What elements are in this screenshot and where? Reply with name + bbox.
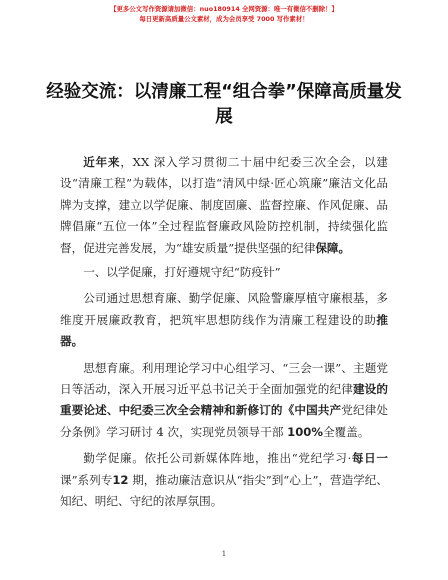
paragraph-study-text-2: 课”系列专 — [60, 472, 113, 487]
promo-banner-line-1: 【更多公文写作资源请加微信：nuo180914 全网资源：唯一有微信不删除！】 — [110, 5, 338, 13]
promo-banner-line-2: 每日更新高质量公文素材，成为会员享受 7000 写作素材！ — [139, 15, 309, 23]
paragraph-ideology-bold-2: 100% — [287, 424, 323, 439]
document-body — [60, 152, 388, 513]
paragraph-ideology — [60, 358, 388, 444]
paragraph-study-bold: 每日一 — [351, 451, 388, 466]
paragraph-ideology-bold: 建设的重要论述、中纪委三次全会精神和新修订的《中国共产 — [60, 382, 388, 418]
paragraph-section-1-intro — [60, 288, 388, 352]
paragraph-ideology-text-2: 党纪律处分条例》学习研讨 4 次，实现党员领导干部 — [60, 403, 388, 439]
paragraph-intro — [60, 152, 388, 259]
page-number: 1 — [221, 550, 227, 558]
paragraph-study — [60, 448, 388, 512]
paragraph-intro-text: ，XX 深入学习贯彻二十届中纪委三次全会，以建设“清廉工程”为载体，以打造“清风中绿·匠心筑廉”廉洁文化品牌为支撑，建立以学促廉、制度固廉、监督控廉、作风促廉、品牌倡廉“五位一体”全过程监督廉政风险防控机制，持续强化监督，促进完善发展，为“雄安质量”提供坚强的纪律 — [60, 155, 388, 255]
paragraph-study-text: 勤学促廉。依托公司新媒体阵地，推出“党纪学习· — [83, 451, 352, 466]
paragraph-ideology-text-3: 全覆盖。 — [322, 424, 370, 439]
paragraph-section-1-text: 公司通过思想育廉、勤学促廉、风险警廉厚植守廉根基，多维度开展廉政教育，把筑牢思想防线作为清廉工程建设的助 — [60, 291, 388, 327]
paragraph-ideology-text: 思想育廉。利用理论学习中心组学习、“三会一课”、主题党日等活动，深入开展习近平总书记关于全面加强党的纪律 — [60, 360, 388, 397]
section-heading-1: 一、以学促廉，打好遵规守纪“防疫针” — [83, 265, 281, 280]
paragraph-study-text-3: 期，推动廉洁意识从“指尖”到“心上”，营造学纪、知纪、明纪、守纪的浓厚氛围。 — [60, 472, 388, 509]
promo-banner — [0, 4, 448, 24]
paragraph-intro-lead: 近年来 — [83, 155, 121, 169]
document-title: 经验交流：以清廉工程“组合拳”保障高质量发展 — [46, 82, 402, 127]
paragraph-study-bold-2: 12 — [112, 472, 129, 487]
paragraph-intro-tail: 保障。 — [315, 240, 351, 255]
paragraph-section-1-tail: 推器。 — [60, 312, 388, 349]
